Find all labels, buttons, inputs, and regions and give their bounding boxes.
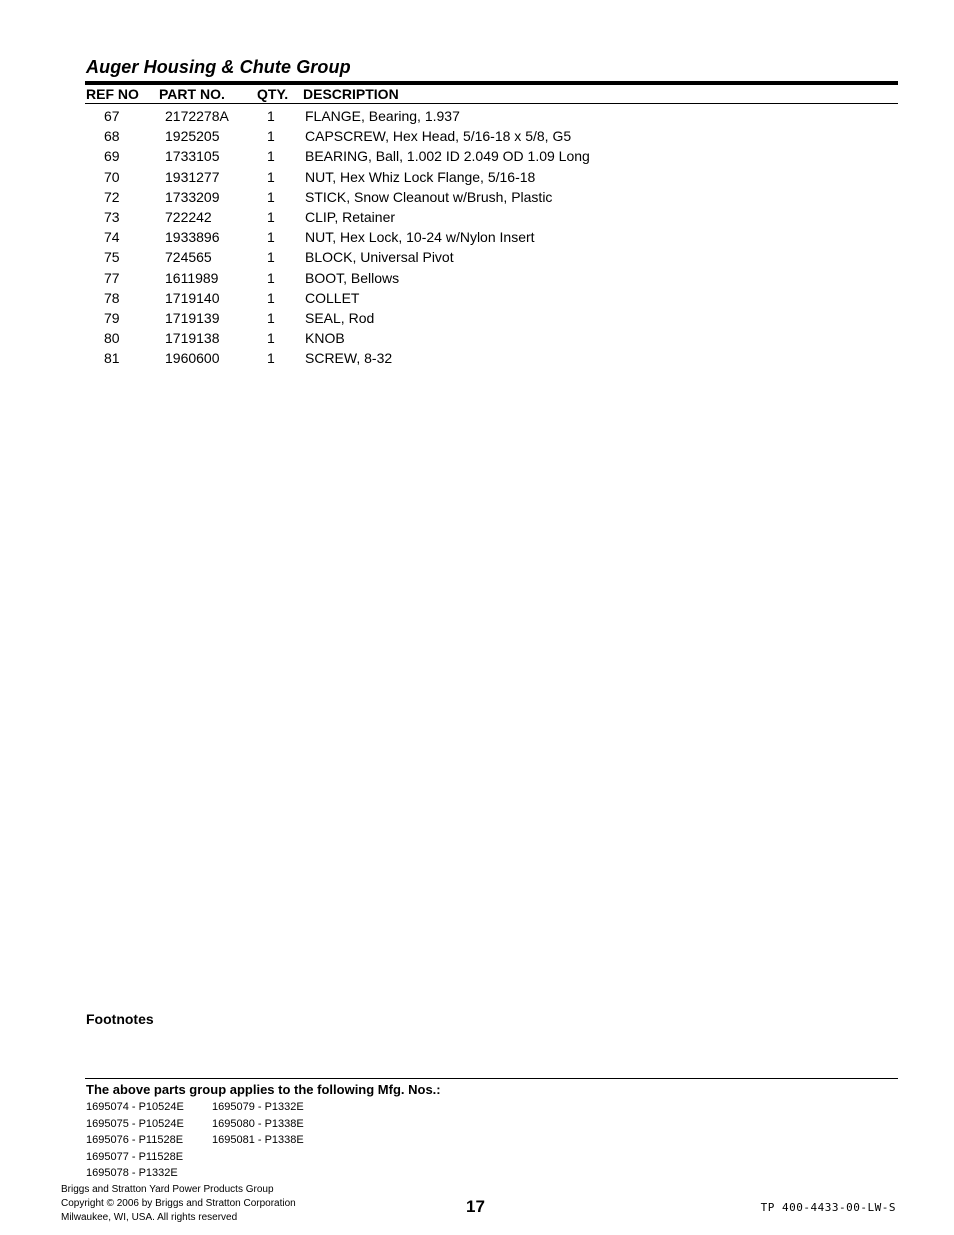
table-row: [0, 227, 954, 247]
page-title: Auger Housing & Chute Group: [86, 57, 351, 77]
ref-no-cell: 74: [104, 229, 120, 246]
mfg-number: 1695076 - P11528E: [86, 1134, 184, 1147]
footer-copyright: Copyright © 2006 by Briggs and Stratton Corporation: [61, 1198, 296, 1210]
ref-no-cell: 81: [104, 350, 120, 367]
table-row: [0, 348, 954, 368]
footer-address: Milwaukee, WI, USA. All rights reserved: [61, 1212, 238, 1224]
ref-no-cell: 75: [104, 249, 120, 266]
qty-cell: 1: [267, 330, 275, 347]
qty-cell: 1: [267, 168, 275, 185]
description-cell: BEARING, Ball, 1.002 ID 2.049 OD 1.09 Long: [305, 148, 590, 165]
qty-cell: 1: [267, 128, 275, 145]
description-cell: STICK, Snow Cleanout w/Brush, Plastic: [305, 188, 553, 205]
part-no-cell: 1611989: [165, 269, 219, 286]
table-row: [0, 187, 954, 207]
mfg-number: 1695081 - P1338E: [212, 1134, 304, 1147]
column-header-ref-no: REF NO: [86, 86, 139, 102]
document-number: TP 400-4433-00-LW-S: [760, 1201, 896, 1214]
ref-no-cell: 77: [104, 269, 120, 286]
footnotes-heading: Footnotes: [86, 1011, 154, 1027]
mfg-number: 1695074 - P10524E: [86, 1101, 184, 1113]
part-no-cell: 722242: [165, 208, 212, 225]
description-cell: COLLET: [305, 289, 360, 306]
column-header-description: DESCRIPTION: [303, 86, 399, 102]
table-row: [0, 247, 954, 267]
description-cell: SEAL, Rod: [305, 309, 375, 326]
mfg-number: 1695078 - P1332E: [86, 1167, 178, 1180]
part-no-cell: 1733105: [165, 148, 220, 165]
page-number: 17: [466, 1197, 485, 1216]
description-cell: NUT, Hex Lock, 10-24 w/Nylon Insert: [305, 229, 535, 246]
qty-cell: 1: [267, 229, 275, 246]
description-cell: NUT, Hex Whiz Lock Flange, 5/16-18: [305, 168, 536, 185]
mfg-number: 1695075 - P10524E: [86, 1117, 184, 1130]
table-row: [0, 167, 954, 187]
mfg-heading: The above parts group applies to the following Mfg. Nos.:: [86, 1082, 441, 1097]
part-no-cell: 724565: [165, 249, 212, 266]
table-row: [0, 308, 954, 328]
ref-no-cell: 68: [104, 128, 120, 145]
qty-cell: 1: [267, 269, 275, 286]
column-header-part-no: PART NO.: [159, 86, 225, 102]
qty-cell: 1: [267, 148, 275, 165]
table-row: [0, 146, 954, 166]
part-no-cell: 2172278A: [165, 108, 229, 124]
part-no-cell: 1960600: [165, 350, 220, 367]
table-row: [0, 207, 954, 227]
description-cell: FLANGE, Bearing, 1.937: [305, 108, 460, 124]
ref-no-cell: 69: [104, 148, 120, 165]
mfg-list-column-2: [212, 1099, 304, 1149]
parts-table: [0, 106, 954, 368]
ref-no-cell: 78: [104, 289, 120, 306]
part-no-cell: 1931277: [165, 168, 220, 185]
description-cell: SCREW, 8-32: [305, 350, 393, 367]
column-header-qty: QTY.: [257, 86, 289, 102]
title-rule: [85, 81, 898, 85]
qty-cell: 1: [267, 309, 275, 326]
ref-no-cell: 80: [104, 330, 120, 347]
ref-no-cell: 73: [104, 208, 120, 225]
footer-company: Briggs and Stratton Yard Power Products Group: [61, 1184, 274, 1195]
part-no-cell: 1925205: [165, 128, 220, 145]
table-row: [0, 328, 954, 348]
part-no-cell: 1719138: [165, 330, 220, 347]
part-no-cell: 1933896: [165, 229, 220, 246]
qty-cell: 1: [267, 249, 275, 266]
mfg-number: 1695079 - P1332E: [212, 1101, 304, 1113]
description-cell: CLIP, Retainer: [305, 208, 396, 225]
qty-cell: 1: [267, 188, 275, 205]
qty-cell: 1: [267, 208, 275, 225]
table-row: [0, 126, 954, 146]
table-row: [0, 288, 954, 308]
description-cell: KNOB: [305, 330, 345, 347]
mfg-number: 1695080 - P1338E: [212, 1117, 304, 1130]
part-no-cell: 1719140: [165, 289, 220, 306]
header-rule: [85, 103, 898, 104]
qty-cell: 1: [267, 289, 275, 306]
part-no-cell: 1733209: [165, 188, 220, 205]
table-row: [0, 106, 954, 126]
footer-company-info: [61, 1183, 296, 1226]
description-cell: CAPSCREW, Hex Head, 5/16-18 x 5/8, G5: [305, 128, 572, 145]
mfg-number: 1695077 - P11528E: [86, 1150, 184, 1163]
part-no-cell: 1719139: [165, 309, 220, 326]
qty-cell: 1: [267, 350, 275, 367]
table-row: [0, 268, 954, 288]
qty-cell: 1: [267, 108, 275, 124]
mfg-rule: [85, 1078, 898, 1079]
ref-no-cell: 70: [104, 168, 120, 185]
description-cell: BOOT, Bellows: [305, 269, 400, 286]
mfg-list-column-1: [86, 1099, 184, 1182]
ref-no-cell: 67: [104, 108, 120, 124]
ref-no-cell: 72: [104, 188, 120, 205]
ref-no-cell: 79: [104, 309, 120, 326]
description-cell: BLOCK, Universal Pivot: [305, 249, 454, 266]
